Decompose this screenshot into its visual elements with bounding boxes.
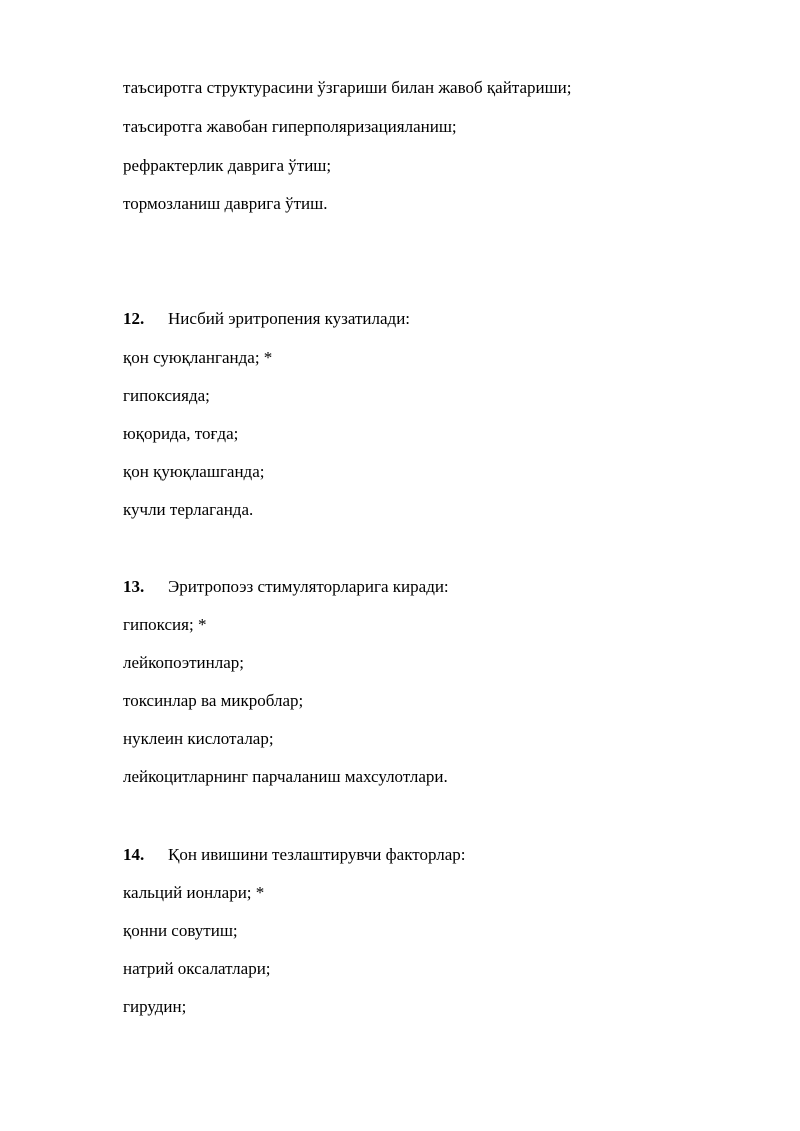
option-line: юқорида, тоғда; [123,424,239,443]
option-line: токсинлар ва микроблар; [123,691,304,710]
option-line: рефрактерлик даврига ўтиш; [123,156,332,175]
question-number: 14. [123,845,145,864]
option-line: гипоксия; * [123,615,207,634]
question-number: 13. [123,577,145,596]
option-line: тормозланиш даврига ўтиш. [123,194,328,213]
option-line: таъсиротга жавобан гиперполяризацияланиш; [123,117,457,136]
option-line: қонни совутиш; [123,921,238,940]
option-line: таъсиротга структурасини ўзгариши билан жавоб қайтариши; [123,78,572,97]
option-line: қон қуюқлашганда; [123,462,265,481]
option-line: кальций ионлари; * [123,883,265,902]
option-line: кучли терлаганда. [123,500,254,519]
question-number: 12. [123,309,145,328]
option-line: лейкоцитларнинг парчаланиш махсулотлари. [123,767,448,786]
option-line: лейкопоэтинлар; [123,653,245,672]
question-text: Қон ивишини тезлаштирувчи факторлар: [168,845,466,864]
option-line: гирудин; [123,997,187,1016]
question-text: Нисбий эритропения кузатилади: [168,309,411,328]
option-line: нуклеин кислоталар; [123,729,274,748]
option-line: натрий оксалатлари; [123,959,271,978]
option-line: қон суюқланганда; * [123,348,273,367]
option-line: гипоксияда; [123,386,210,405]
question-text: Эритропоэз стимуляторларига киради: [168,577,449,596]
